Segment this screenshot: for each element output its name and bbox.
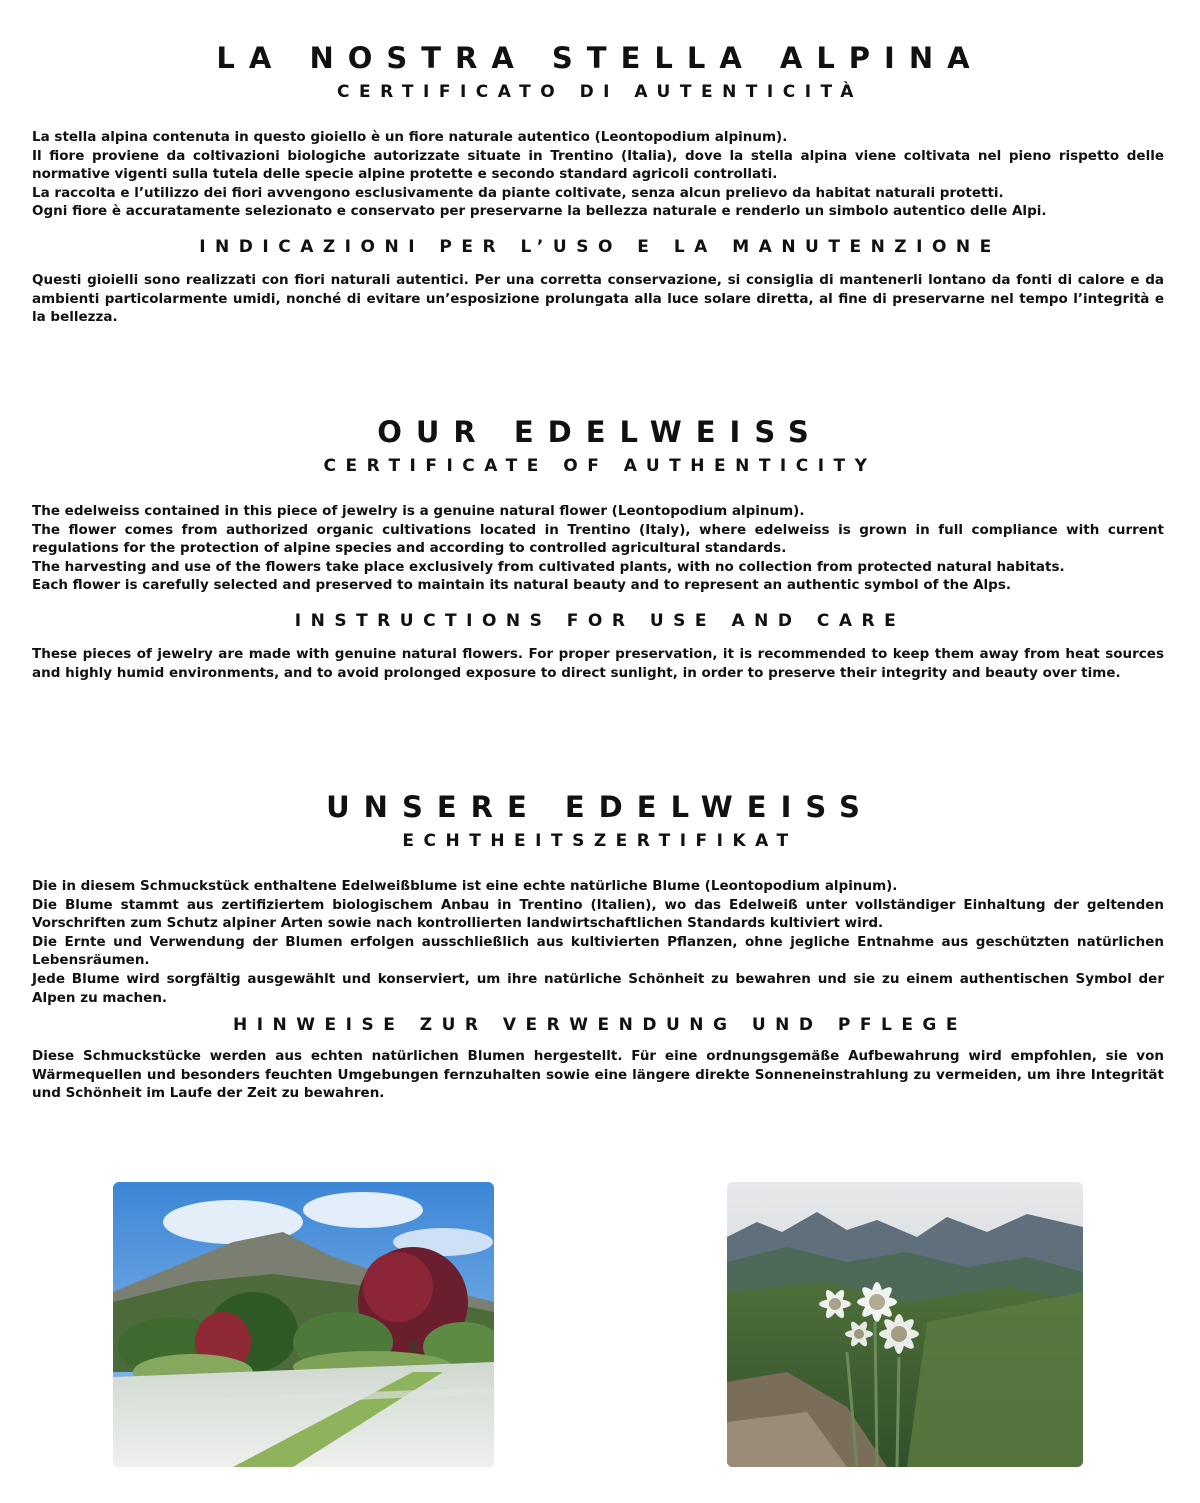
italian-paragraph: La stella alpina contenuta in questo gioiello è un fiore naturale autentico (Leontopodium alpinum). (32, 129, 788, 145)
german-section (0, 789, 1200, 1103)
german-certificate-text (32, 877, 1164, 1007)
italian-paragraph: La raccolta e l’utilizzo dei fiori avvengono esclusivamente da piante coltivate, senza alcun prelievo da habitat naturali protetti. (32, 184, 1004, 201)
italian-care-heading: INDICAZIONI PER L’USO E LA MANUTENZIONE (199, 236, 1001, 257)
german-care-heading: HINWEISE ZUR VERWENDUNG UND PFLEGE (233, 1015, 967, 1036)
english-certificate-text (32, 502, 1164, 595)
english-title: OUR EDELWEISS (377, 415, 823, 449)
german-paragraph: Die in diesem Schmuckstück enthaltene Edelweißblume ist eine echte natürliche Blume (Leontopodium alpinum). (32, 878, 898, 894)
italian-title: LA NOSTRA STELLA ALPINA (216, 41, 984, 75)
english-care-paragraph: These pieces of jewelry are made with genuine natural flowers. For proper preservation, it is recommended to keep them away from heat sources and highly humid environments, and to avoid prolonged exposure to direct sunlight, in order to preserve their integrity and beauty over time. (32, 645, 1164, 681)
italian-care-text (32, 271, 1164, 327)
english-paragraph: Each flower is carefully selected and preserved to maintain its natural beauty and to represent an authentic symbol of the Alps. (32, 577, 1012, 594)
english-care-text (32, 645, 1164, 682)
german-paragraph: Jede Blume wird sorgfältig ausgewählt und konserviert, um ihre natürliche Schönheit zu bewahren und sie zu einem authentischen Symbol der Alpen zu machen. (32, 970, 1164, 1006)
edelweiss-field-image (113, 1182, 494, 1467)
german-paragraph: Die Blume stammt aus zertifiziertem biologischem Anbau in Trentino (Italien), wo das Edelweiß unter vollständiger Einhaltung der geltenden Vorschriften zum Schutz alpiner Arten sowie nach kontrollierten landwirtschaftlichen Standards kultiviert wird. (32, 896, 1164, 932)
edelweiss-field-photo (113, 1182, 494, 1467)
italian-care-paragraph: Questi gioielli sono realizzati con fiori naturali autentici. Per una corretta conservazione, si consiglia di mantenerli lontano da fonti di calore e da ambienti particolarmente umidi, nonché di evitare un’esposizione prolungata alla luce solare diretta, al fine di preservarne nel tempo l’integrità e la bellezza. (32, 271, 1164, 326)
german-care-paragraph: Diese Schmuckstücke werden aus echten natürlichen Blumen hergestellt. Für eine ordnungsgemäße Aufbewahrung wird empfohlen, sie von Wärmequellen und besonders feuchten Umgebungen fernzuhalten sowie eine längere direkte Sonneneinstrahlung zu vermeiden, um ihre Integrität und Schönheit im Laufe der Zeit zu bewahren. (32, 1048, 1164, 1102)
edelweiss-mountain-image (727, 1182, 1083, 1467)
english-paragraph: The edelweiss contained in this piece of jewelry is a genuine natural flower (Leontopodium alpinum). (32, 503, 805, 519)
german-care-text (32, 1047, 1164, 1103)
italian-subtitle: CERTIFICATO DI AUTENTICITÀ (337, 82, 863, 102)
english-care-heading: INSTRUCTIONS FOR USE AND CARE (294, 610, 906, 631)
english-subtitle: CERTIFICATE OF AUTHENTICITY (323, 456, 877, 476)
english-section (0, 414, 1200, 682)
italian-certificate-text (32, 128, 1164, 221)
german-subtitle: ECHTHEITSZERTIFIKAT (402, 831, 798, 851)
edelweiss-mountain-photo (727, 1182, 1083, 1467)
italian-paragraph: Il fiore proviene da coltivazioni biologiche autorizzate situate in Trentino (Italia), dove la stella alpina viene coltivata nel pieno rispetto delle normative vigenti sulla tutela delle specie alpine protette e secondo standard agricoli controllati. (32, 147, 1164, 183)
italian-section (0, 40, 1200, 327)
german-paragraph: Die Ernte und Verwendung der Blumen erfolgen ausschließlich aus kultivierten Pflanzen, ohne jegliche Entnahme aus geschützten natürlichen Lebensräumen. (32, 933, 1164, 969)
italian-paragraph: Ogni fiore è accuratamente selezionato e conservato per preservarne la bellezza naturale e renderlo un simbolo autentico delle Alpi. (32, 203, 1047, 220)
german-title: UNSERE EDELWEISS (326, 790, 874, 824)
english-paragraph: The flower comes from authorized organic cultivations located in Trentino (Italy), where edelweiss is grown in full compliance with current regulations for the protection of alpine species and according to controlled agricultural standards. (32, 521, 1164, 557)
english-paragraph: The harvesting and use of the flowers take place exclusively from cultivated plants, with no collection from protected natural habitats. (32, 558, 1065, 575)
